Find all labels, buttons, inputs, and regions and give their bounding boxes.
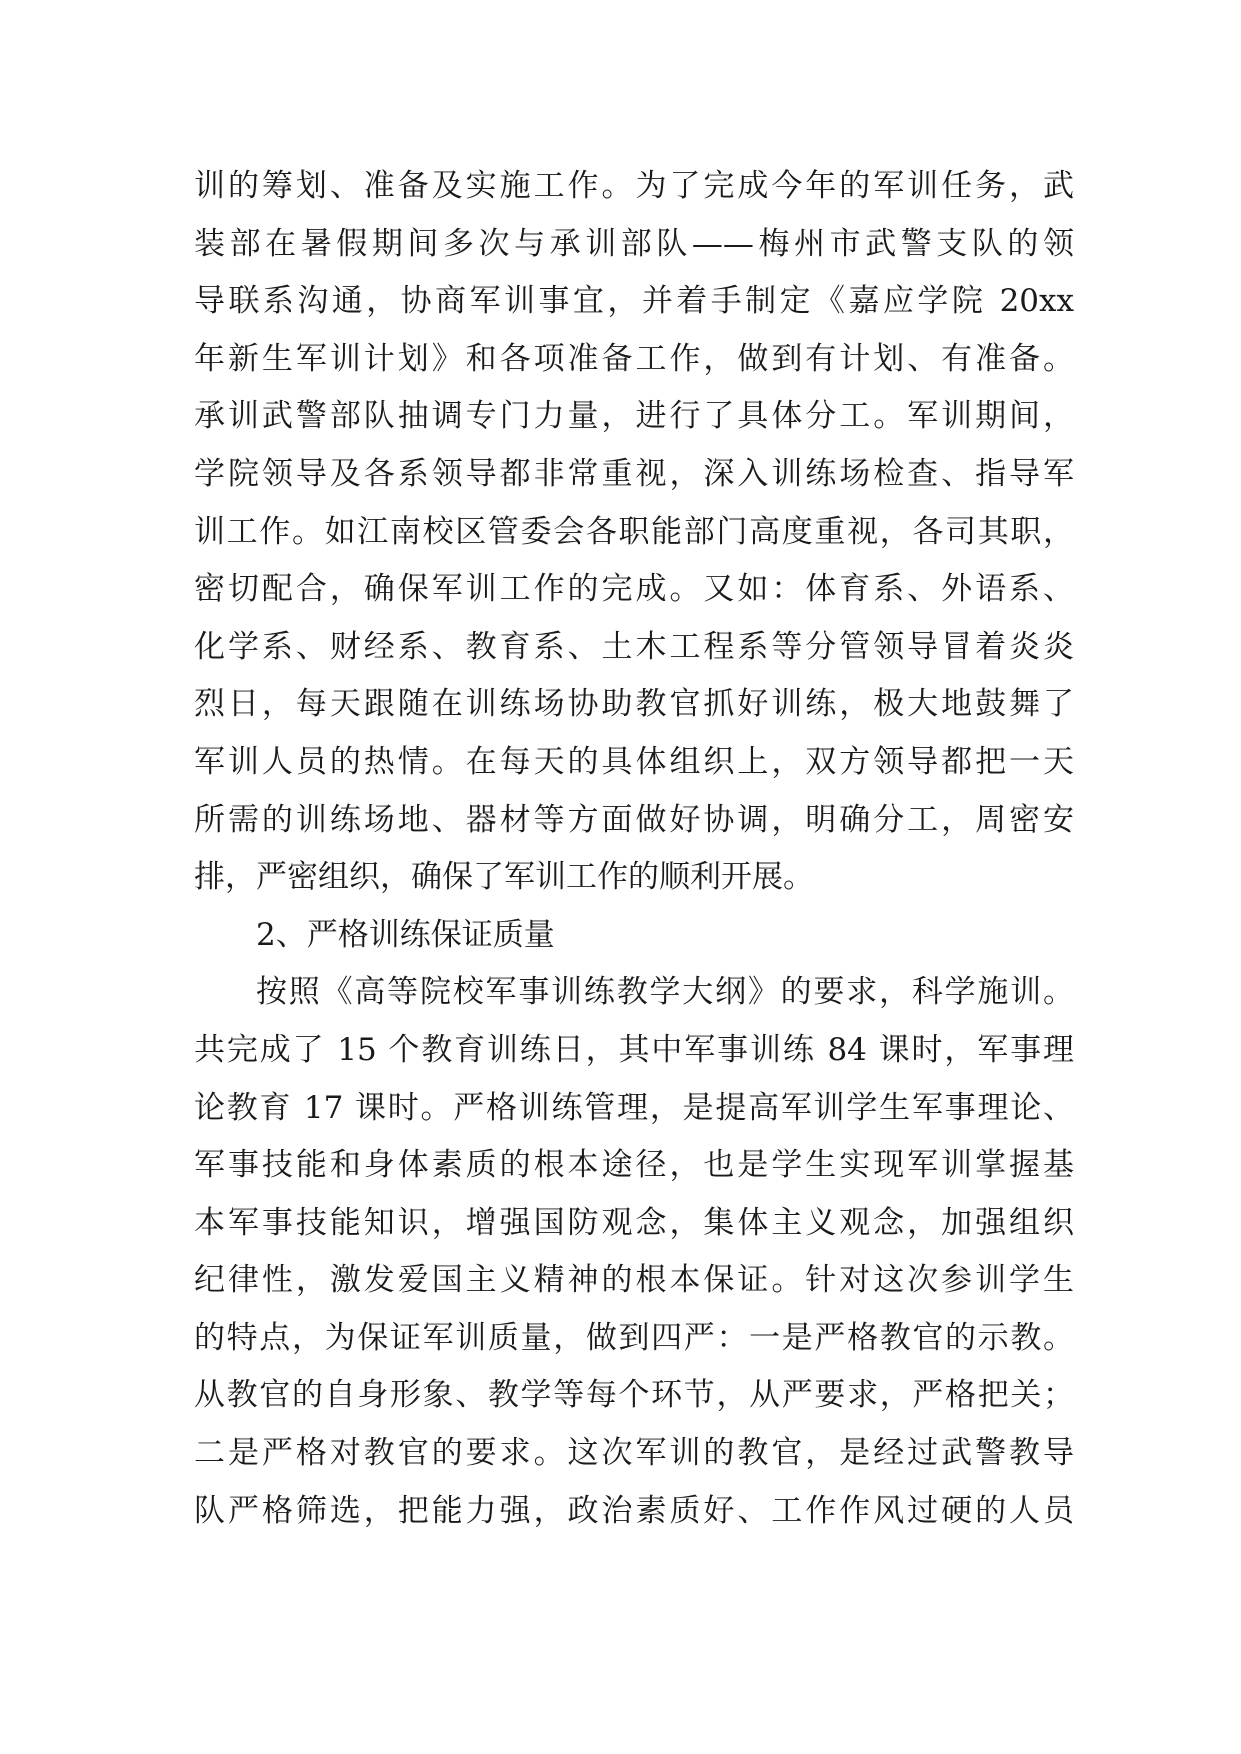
text-line: 从教官的自身形象、教学等每个环节，从严要求，严格把关； [194, 1377, 1074, 1414]
section-heading: 2、严格训练保证质量 [256, 916, 555, 953]
text-line: 共完成了 15 个教育训练日，其中军事训练 84 课时，军事理 [194, 1031, 1074, 1068]
text-line: 烈日，每天跟随在训练场协助教官抓好训练，极大地鼓舞了 [194, 686, 1074, 723]
text-line: 年新生军训计划》和各项准备工作，做到有计划、有准备。 [194, 340, 1074, 377]
text-line: 承训武警部队抽调专门力量，进行了具体分工。军训期间， [194, 398, 1074, 435]
text-line: 装部在暑假期间多次与承训部队——梅州市武警支队的领 [194, 225, 1074, 262]
text-line: 化学系、财经系、教育系、土木工程系等分管领导冒着炎炎 [194, 628, 1074, 665]
text-line: 排，严密组织，确保了军训工作的顺利开展。 [194, 859, 814, 896]
text-line: 纪律性，激发爱国主义精神的根本保证。针对这次参训学生 [194, 1262, 1074, 1299]
text-line: 训的筹划、准备及实施工作。为了完成今年的军训任务，武 [194, 168, 1074, 204]
text-line: 按照《高等院校军事训练教学大纲》的要求，科学施训。 [256, 974, 1074, 1011]
text-line: 论教育 17 课时。严格训练管理，是提高军训学生军事理论、 [194, 1089, 1074, 1126]
text-line: 本军事技能知识，增强国防观念，集体主义观念，加强组织 [194, 1204, 1074, 1241]
text-line: 军事技能和身体素质的根本途径，也是学生实现军训掌握基 [194, 1147, 1074, 1184]
text-line: 导联系沟通，协商军训事宜，并着手制定《嘉应学院 20xx [194, 283, 1074, 320]
text-line: 所需的训练场地、器材等方面做好协调，明确分工，周密安 [194, 801, 1074, 838]
body-text [194, 158, 1074, 1540]
text-line: 队严格筛选，把能力强，政治素质好、工作作风过硬的人员 [194, 1492, 1074, 1529]
text-line: 学院领导及各系领导都非常重视，深入训练场检查、指导军 [194, 455, 1074, 492]
text-line: 军训人员的热情。在每天的具体组织上，双方领导都把一天 [194, 743, 1074, 780]
text-line: 的特点，为保证军训质量，做到四严：一是严格教官的示教。 [194, 1319, 1074, 1356]
text-line: 密切配合，确保军训工作的完成。又如：体育系、外语系、 [194, 571, 1074, 608]
text-line: 二是严格对教官的要求。这次军训的教官，是经过武警教导 [194, 1435, 1074, 1472]
text-line: 训工作。如江南校区管委会各职能部门高度重视，各司其职， [194, 513, 1074, 550]
